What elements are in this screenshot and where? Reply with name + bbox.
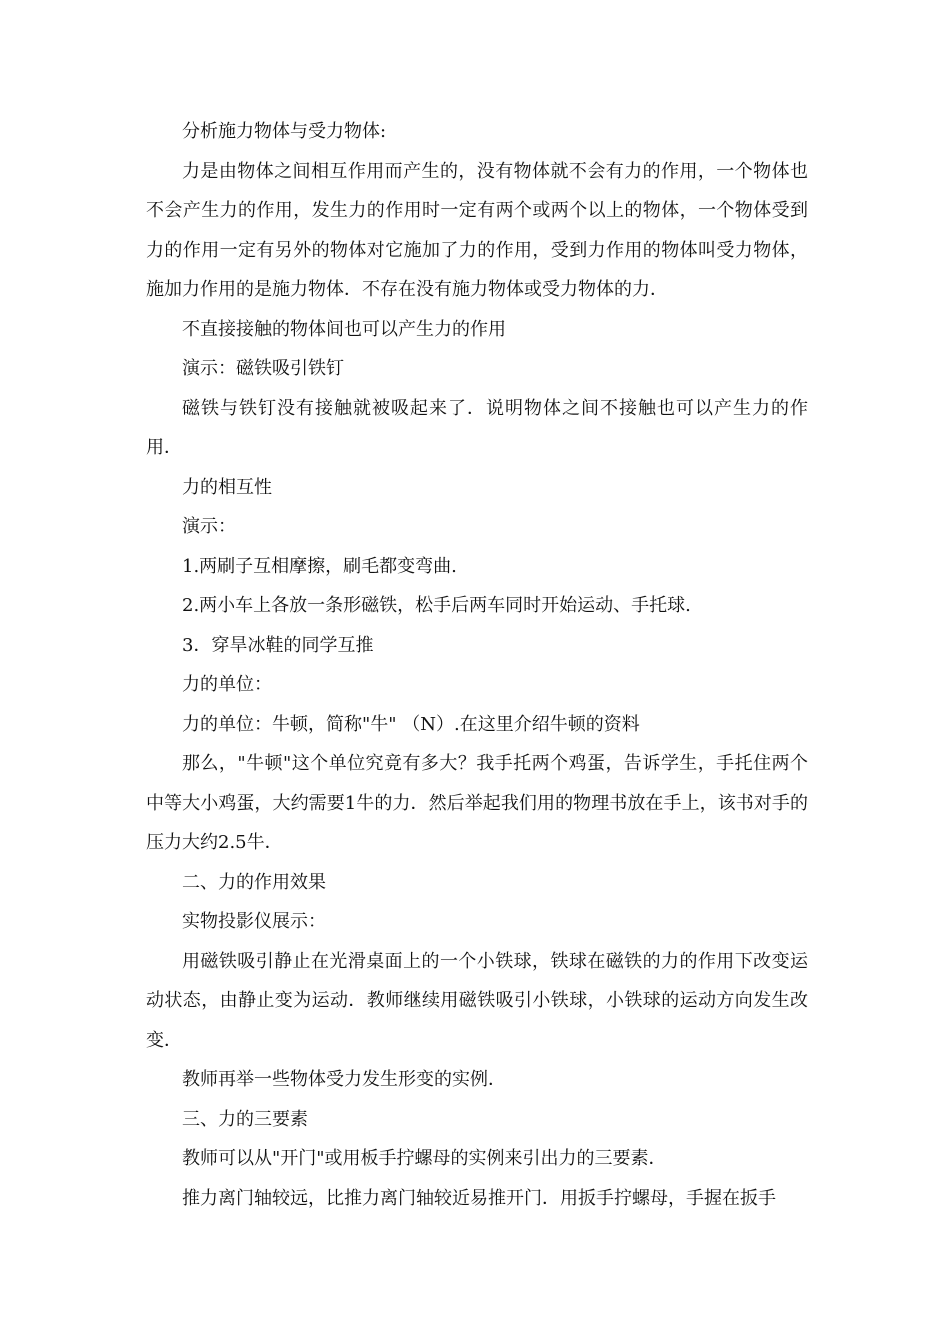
paragraph-iron-ball: 用磁铁吸引静止在光滑桌面上的一个小铁球，铁球在磁铁的力的作用下改变运动状态，由静止变为运动．教师继续用磁铁吸引小铁球，小铁球的运动方向发生改变． (146, 950, 808, 1051)
paragraph-door-axis: 推力离门轴较远，比推力离门轴较近易推开门．用扳手拧螺母，手握在扳手 (182, 1187, 776, 1209)
paragraph-heading-mutuality: 力的相互性 (182, 476, 272, 498)
paragraph-projector-demo: 实物投影仪展示： (182, 911, 326, 932)
paragraph-door-example: 教师可以从"开门"或用板手拧螺母的实例来引出力的三要素． (182, 1148, 667, 1169)
section-heading-effects: 二、力的作用效果 (182, 871, 326, 893)
paragraph-non-contact-force: 不直接接触的物体间也可以产生力的作用 (182, 318, 506, 340)
paragraph-unit-newton: 力的单位：牛顿，简称"牛" （N）.在这里介绍牛顿的资料 (182, 713, 640, 735)
section-heading-three-elements: 三、力的三要素 (182, 1108, 308, 1130)
paragraph-heading-analysis: 分析施力物体与受力物体: (182, 121, 387, 142)
list-item-carts: 2.两小车上各放一条形磁铁，松手后两车同时开始运动、手托球. (182, 595, 691, 616)
document-body (146, 112, 808, 1218)
paragraph-deformation-examples: 教师再举一些物体受力发生形变的实例． (182, 1069, 506, 1090)
paragraph-force-definition: 力是由物体之间相互作用而产生的，没有物体就不会有力的作用，一个物体也不会产生力的作用，发生力的作用时一定有两个或两个以上的物体，一个物体受到力的作用一定有另外的物体对它施加了力的作用，受到力作用的物体叫受力物体，施加力作用的是施力物体．不存在没有施力物体或受力物体的力． (146, 160, 808, 300)
paragraph-magnet-explanation: 磁铁与铁钉没有接触就被吸起来了．说明物体之间不接触也可以产生力的作用． (146, 397, 808, 458)
list-item-skates: 3．穿旱冰鞋的同学互推 (182, 634, 374, 656)
paragraph-demo-magnet: 演示：磁铁吸引铁钉 (182, 358, 344, 379)
paragraph-newton-magnitude: 那么，"牛顿"这个单位究竟有多大？我手托两个鸡蛋，告诉学生，手托住两个中等大小鸡蛋，大约需要1牛的力．然后举起我们用的物理书放在手上，该书对手的压力大约2.5牛． (146, 753, 808, 853)
paragraph-demo-label: 演示： (182, 516, 236, 537)
paragraph-heading-unit: 力的单位： (182, 674, 272, 695)
list-item-brushes: 1.两刷子互相摩擦，刷毛都变弯曲. (182, 555, 457, 577)
